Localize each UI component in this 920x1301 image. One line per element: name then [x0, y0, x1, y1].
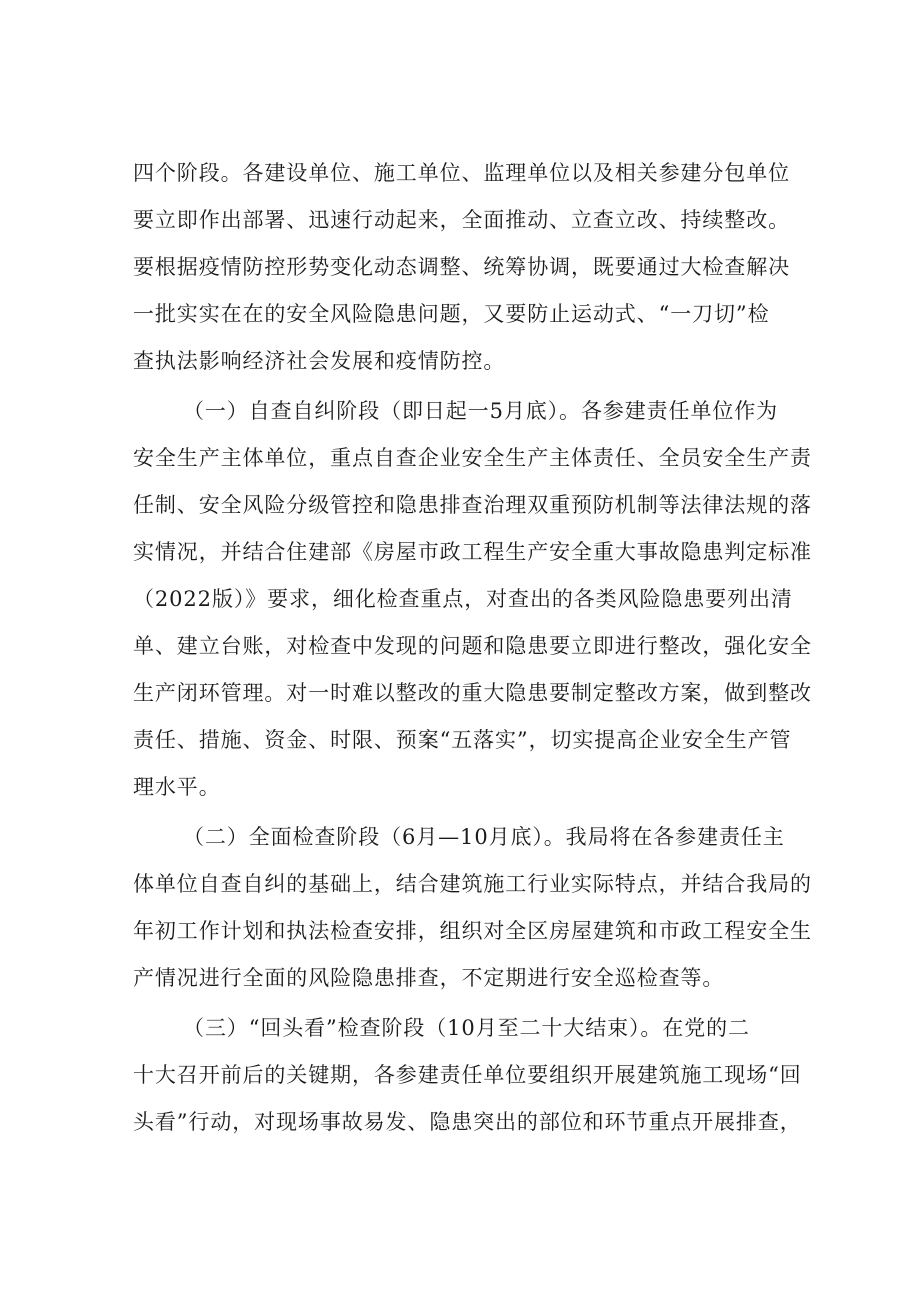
text-line: 要立即作出部署、迅速行动起来，全面推动、立查立改、持续整改。: [133, 208, 790, 232]
text-line: 十大召开前后的关键期，各参建责任单位要组织开展建筑施工现场“回: [133, 1063, 802, 1087]
text-line: 产情况进行全面的风险隐患排查，不定期进行安全巡检查等。: [133, 966, 725, 990]
text-line: 实情况，并结合住建部《房屋市政工程生产安全重大事故隐患判定标准: [133, 540, 812, 564]
text-line: （2022版）》要求，细化检查重点，对查出的各类风险隐患要列出清: [133, 587, 793, 611]
paragraph-heading-line: （三）“回头看”检查阶段（10月至二十大结束）。在党的二: [183, 1016, 750, 1040]
text-line: 责任、措施、资金、时限、预案“五落实”，切实提高企业安全生产管: [133, 728, 792, 752]
text-line: 要根据疫情防控形势变化动态调整、统筹协调，既要通过大检查解决: [133, 255, 790, 279]
text-line: 四个阶段。各建设单位、施工单位、监理单位以及相关参建分包单位: [133, 161, 790, 185]
text-line: 单、建立台账，对检查中发现的问题和隐患要立即进行整改，强化安全: [133, 634, 812, 658]
text-line: 一批实实在在的安全风险隐患问题，又要防止运动式、“一刀切”检: [133, 302, 770, 326]
text-line: 体单位自查自纠的基础上，结合建筑施工行业实际特点，并结合我局的: [133, 872, 812, 896]
text-line: 安全生产主体单位，重点自查企业安全生产主体责任、全员安全生产责: [133, 446, 812, 470]
text-line: 年初工作计划和执法检查安排，组织对全区房屋建筑和市政工程安全生: [133, 919, 812, 943]
paragraph-heading-line: （一）自查自纠阶段（即日起一5月底）。各参建责任单位作为: [183, 399, 779, 423]
text-line: 查执法影响经济社会发展和疫情防控。: [133, 349, 506, 373]
text-line: 生产闭环管理。对一时难以整改的重大隐患要制定整改方案，做到整改: [133, 681, 812, 705]
text-line: 理水平。: [133, 775, 221, 799]
text-line: 任制、安全风险分级管控和隐患排查治理双重预防机制等法律法规的落: [133, 493, 812, 517]
text-line: 头看”行动，对现场事故易发、隐患突出的部位和环节重点开展排查，: [133, 1110, 802, 1134]
paragraph-heading-line: （二）全面检查阶段（6月—10月底）。我局将在各参建责任主: [183, 825, 785, 849]
